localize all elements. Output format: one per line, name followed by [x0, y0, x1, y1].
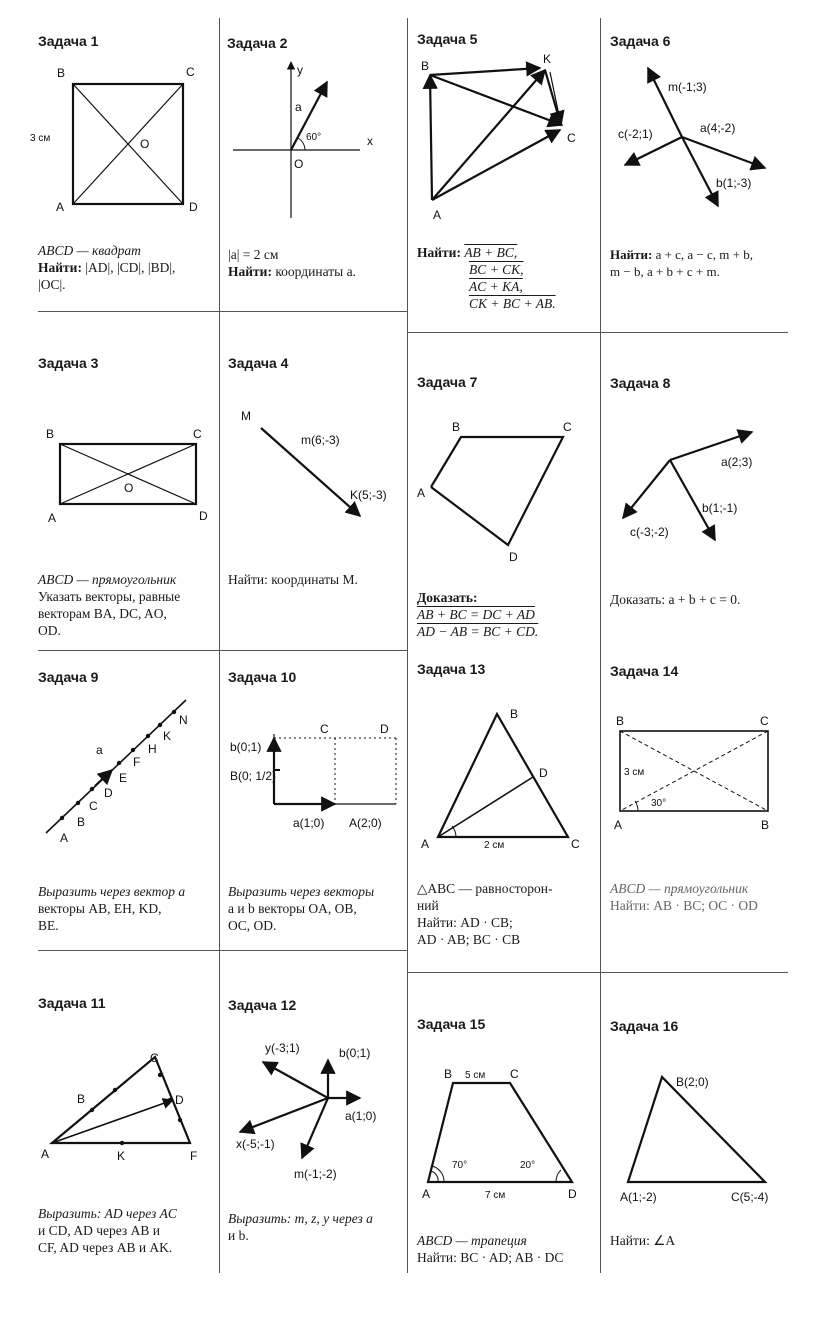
caption-task14: ABCD — прямоугольник Найти: AB · BC; OC · OD	[610, 881, 758, 913]
task-title: Задача 7	[417, 374, 478, 390]
fig-task9	[46, 700, 186, 833]
task-title: Задача 4	[228, 355, 289, 371]
caption-task1: ABCD — квадрат Найти: |AD|, |CD|, |BD|, |OC|.	[38, 243, 176, 292]
caption-task13: △ABC — равносторон- ний Найти: AD · CB; AD · AB; BC · CB	[417, 881, 553, 947]
fig-task2-axes	[233, 62, 360, 218]
label-point: F	[133, 755, 141, 769]
label-point: D	[175, 1093, 184, 1107]
caption-task5: Найти: AB + BC, BC + CK, AC + KA, CK + BC + AB.	[417, 245, 556, 311]
fig-task8	[623, 432, 752, 540]
caption-task10: Выразить через векторы a и b векторы OA, OB, OC, OD.	[228, 884, 375, 933]
label-vector: a(2;3)	[721, 455, 753, 469]
task-title: Задача 11	[38, 995, 106, 1011]
label-vector: a	[96, 743, 103, 757]
label-point: C	[89, 799, 98, 813]
label-point: C	[571, 837, 580, 851]
label-point: A	[48, 511, 57, 525]
caption-task3: ABCD — прямоугольник Указать векторы, равные векторам BA, DC, AO, OD.	[38, 572, 181, 638]
task-title: Задача 1	[38, 33, 99, 49]
caption-task2: |a| = 2 см Найти: координаты a.	[228, 247, 356, 279]
label-vector: m(6;-3)	[301, 433, 340, 447]
label-vector: b(1;-1)	[702, 501, 738, 515]
label-point: O	[124, 481, 134, 495]
label-vector: a(4;-2)	[700, 121, 736, 135]
label-point: C	[760, 714, 769, 728]
label-point: D	[189, 200, 198, 214]
label-point: K(5;-3)	[350, 488, 387, 502]
caption-task9: Выразить через вектор a векторы AB, EH, KD, BE.	[38, 884, 186, 933]
label-length: 3 см	[30, 133, 51, 144]
label-axis: x	[367, 134, 373, 148]
label-point: A	[56, 200, 65, 214]
label-point: C	[193, 427, 202, 441]
label-point: D	[104, 786, 113, 800]
label-vector: c(-2;1)	[618, 127, 653, 141]
label-point: K	[543, 52, 552, 66]
label-point: A	[60, 831, 69, 845]
task-title: Задача 14	[610, 663, 679, 679]
caption-task7: Доказать: AB + BC = DC + AD AD − AB = BC + CD.	[417, 590, 539, 639]
label-point: N	[179, 713, 188, 727]
label-point: B	[452, 420, 461, 434]
label-point: D	[509, 550, 518, 564]
fig-task15	[428, 1083, 572, 1182]
label-point: D	[539, 766, 548, 780]
label-angle: 20°	[520, 1160, 536, 1171]
label-vector: b(0;1)	[230, 740, 262, 754]
label-length: 5 см	[465, 1070, 486, 1081]
label-vector: a(1;0)	[345, 1109, 377, 1123]
label-angle: 60°	[306, 132, 322, 143]
task-title: Задача 15	[417, 1016, 486, 1032]
label-point: B	[761, 818, 770, 832]
caption-task12: Выразить: m, z, y через a и b.	[228, 1211, 373, 1243]
fig-task10	[274, 734, 396, 804]
label-point: C	[563, 420, 572, 434]
task-title: Задача 10	[228, 669, 297, 685]
label-point: M	[241, 409, 251, 423]
task-title: Задача 12	[228, 997, 297, 1013]
label-vector: x(-5;-1)	[236, 1137, 275, 1151]
label-point: C	[186, 65, 195, 79]
label-point: H	[148, 742, 157, 756]
label-point: O	[294, 157, 304, 171]
caption-task15: ABCD — трапеция Найти: BC · AD; AB · DC	[417, 1233, 564, 1265]
fig-task16	[628, 1077, 765, 1182]
label-point: A	[433, 208, 442, 222]
task-title: Задача 8	[610, 375, 671, 391]
label-point: F	[190, 1149, 198, 1163]
label-point: B	[57, 66, 66, 80]
caption-task8: Доказать: a + b + c = 0.	[610, 592, 741, 607]
label-vector: b(0;1)	[339, 1046, 371, 1060]
task-title: Задача 13	[417, 661, 486, 677]
label-length: 2 см	[484, 840, 505, 851]
label-point: K	[163, 729, 172, 743]
label-point: A(2;0)	[349, 816, 382, 830]
task-title: Задача 6	[610, 33, 671, 49]
label-point: E	[119, 771, 128, 785]
label-point: A	[41, 1147, 50, 1161]
fig-task3-rect	[60, 444, 196, 504]
label-vector: m(-1;-2)	[294, 1167, 337, 1181]
label-vector: m(-1;3)	[668, 80, 707, 94]
label-axis: y	[297, 63, 303, 77]
label-point: D	[568, 1187, 577, 1201]
label-point: B	[421, 59, 430, 73]
task-title: Задача 3	[38, 355, 99, 371]
label-point: A	[614, 818, 623, 832]
label-point: C	[150, 1051, 159, 1065]
task-title: Задача 2	[227, 35, 288, 51]
caption-task4: Найти: координаты M.	[228, 572, 358, 587]
label-point: A	[417, 486, 426, 500]
label-vector: y(-3;1)	[265, 1041, 300, 1055]
task-title: Задача 16	[610, 1018, 679, 1034]
label-point: D	[380, 722, 389, 736]
label-point: B	[46, 427, 55, 441]
label-point: D	[199, 509, 208, 523]
label-point: K	[117, 1149, 126, 1163]
label-point: B	[510, 707, 519, 721]
label-point: B	[444, 1067, 453, 1081]
label-point: C(5;-4)	[731, 1190, 769, 1204]
task-title: Задача 5	[417, 31, 478, 47]
label-point: B	[616, 714, 625, 728]
label-angle: 30°	[651, 798, 667, 809]
task-title: Задача 9	[38, 669, 99, 685]
label-point: A	[421, 837, 430, 851]
caption-task16: Найти: ∠A	[610, 1233, 676, 1248]
label-point: C	[567, 131, 576, 145]
label-point: A	[422, 1187, 431, 1201]
fig-task13	[438, 714, 568, 837]
label-point: B(2;0)	[676, 1075, 709, 1089]
fig-task5	[430, 68, 562, 200]
label-vector: a(1;0)	[293, 816, 325, 830]
label-vector: b(1;-3)	[716, 176, 752, 190]
label-vector: c(-3;-2)	[630, 525, 669, 539]
label-point: C	[320, 722, 329, 736]
label-point: O	[140, 137, 150, 151]
label-point: A(1;-2)	[620, 1190, 657, 1204]
fig-task7	[431, 437, 563, 545]
label-point: B	[77, 1092, 86, 1106]
label-angle: 70°	[452, 1160, 468, 1171]
label-point: B(0; 1/2)	[230, 769, 277, 783]
label-point: B	[77, 815, 86, 829]
label-length: 3 см	[624, 767, 645, 778]
caption-task11: Выразить: AD через AC и CD, AD через AB и CF, AD через AB и AK.	[38, 1206, 177, 1255]
label-vector: a	[295, 100, 302, 114]
label-point: C	[510, 1067, 519, 1081]
label-length: 7 см	[485, 1190, 506, 1201]
fig-task1-square	[73, 84, 183, 204]
caption-task6: Найти: a + c, a − c, m + b, m − b, a + b + c + m.	[610, 247, 753, 279]
